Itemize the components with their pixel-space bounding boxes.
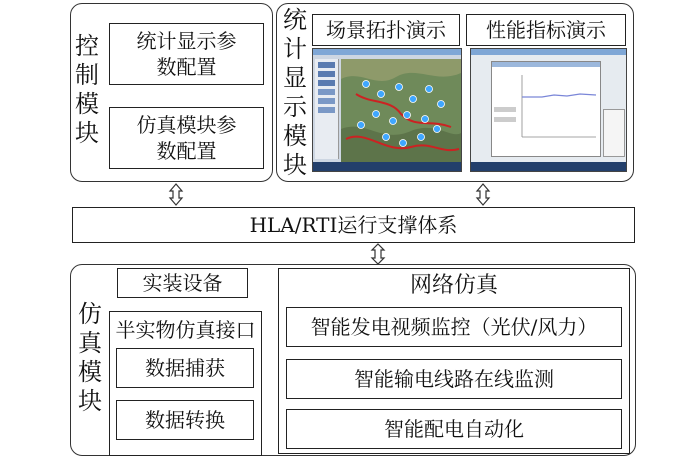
data-capture-label: 数据捕获 [145,356,225,380]
sim-module-title: 仿真模块 [78,300,102,415]
tab-scene-topology-label: 场景拓扑演示 [326,18,446,42]
tab-performance-metrics-label: 性能指标演示 [486,18,606,42]
arrow-hla-network [372,244,384,264]
physical-device-box [117,268,248,298]
arrow-stats-hla [477,184,489,205]
stats-module-title: 统计显示模块 [283,6,307,179]
arrow-control-hla [170,184,182,205]
stats-display-config-label: 统计显示参数配置 [136,29,237,79]
smart-transmission-monitor-label: 智能输电线路在线监测 [354,367,554,391]
hla-rti-label: HLA/RTI运行支撑体系 [249,213,458,237]
smart-distribution-automation-label: 智能配电自动化 [384,417,524,441]
semi-physical-interface-label: 半实物仿真接口 [115,318,256,342]
control-module-title: 控制模块 [75,32,99,147]
smart-generation-video-monitor-box [286,307,622,347]
smart-generation-video-monitor-label: 智能发电视频监控（光伏/风力） [310,315,598,339]
hla-rti-bar [72,207,635,243]
data-capture-box [116,348,254,388]
smart-distribution-automation-box [286,409,622,449]
network-sim-title: 网络仿真 [409,273,498,298]
physical-device-label: 实装设备 [142,271,223,295]
data-conversion-box [116,400,254,440]
smart-transmission-monitor-box [286,359,622,399]
data-conversion-label: 数据转换 [145,408,225,432]
sim-module-config-label: 仿真模块参数配置 [136,113,237,163]
